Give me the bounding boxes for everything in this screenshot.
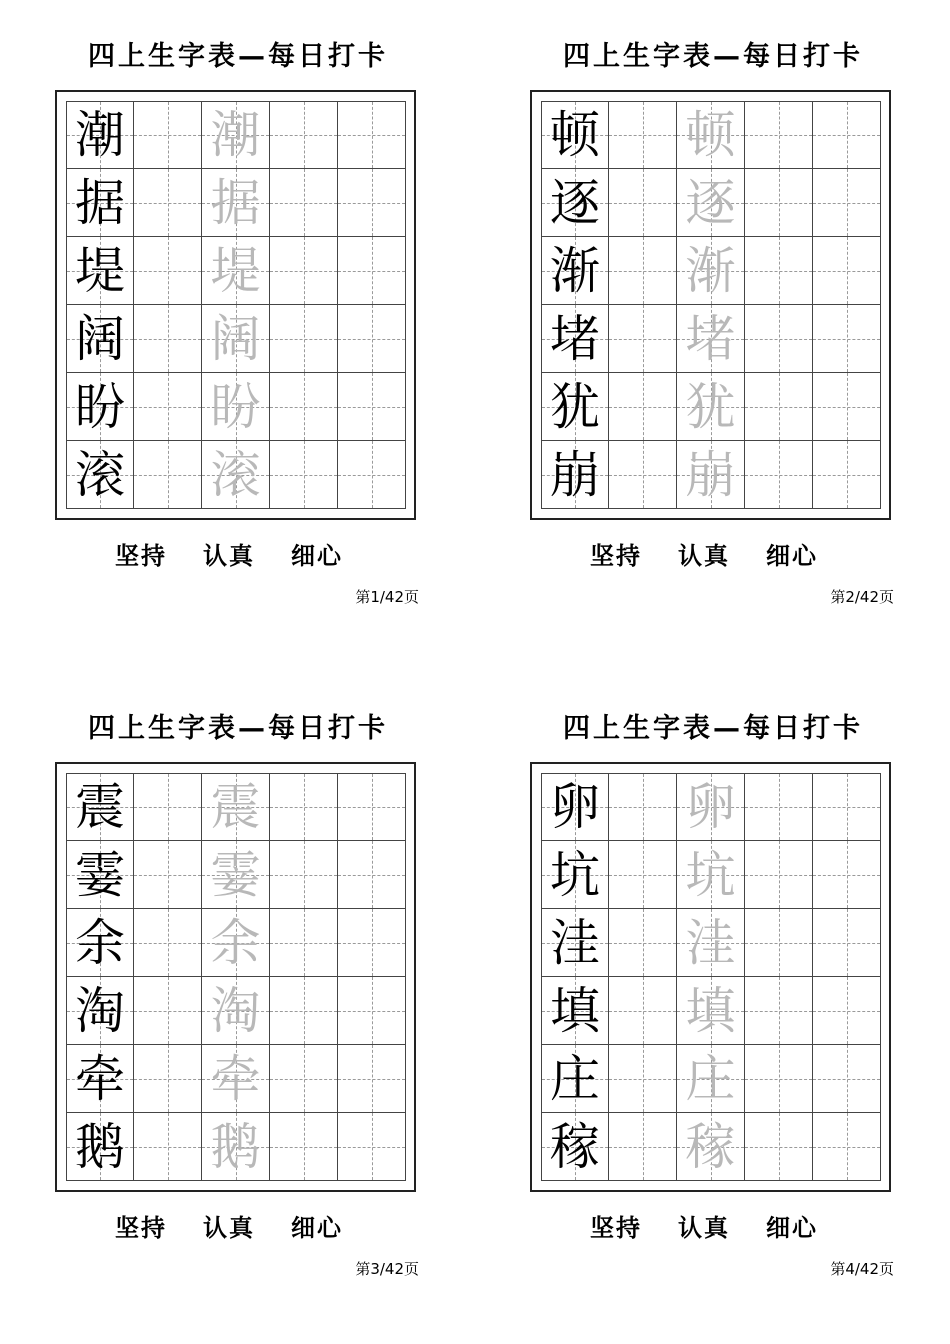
grid-cell[interactable] xyxy=(270,977,338,1045)
model-character: 霎 xyxy=(75,845,125,904)
grid-cell[interactable] xyxy=(270,1113,338,1181)
grid-cell[interactable] xyxy=(813,977,881,1045)
grid-cell[interactable] xyxy=(813,909,881,977)
model-character: 据 xyxy=(75,173,125,232)
worksheet-1 xyxy=(55,0,421,606)
trace-character: 填 xyxy=(685,981,736,1040)
motto-word: 坚持 xyxy=(590,542,642,570)
model-character: 卵 xyxy=(550,778,600,836)
writing-grid-frame xyxy=(530,762,891,1192)
motto-word: 细心 xyxy=(291,542,343,570)
model-character: 震 xyxy=(75,778,125,836)
grid-cell[interactable] xyxy=(541,305,609,373)
grid-cell[interactable] xyxy=(745,841,813,909)
motto xyxy=(590,1208,854,1243)
grid-cell[interactable] xyxy=(813,441,881,509)
sheet-title: 四上生字表—每日打卡 xyxy=(88,41,388,72)
grid-cell[interactable] xyxy=(202,1113,270,1181)
sheet-title: 四上生字表—每日打卡 xyxy=(563,713,863,744)
model-character: 余 xyxy=(75,913,125,972)
writing-grid xyxy=(66,101,406,509)
grid-cell[interactable] xyxy=(677,977,745,1045)
grid-cell[interactable] xyxy=(813,1045,881,1113)
model-character: 牵 xyxy=(75,1049,125,1108)
grid-cell[interactable] xyxy=(813,1113,881,1181)
grid-cell[interactable] xyxy=(813,841,881,909)
motto-word: 坚持 xyxy=(115,542,167,570)
grid-cell[interactable] xyxy=(541,773,609,841)
model-character: 渐 xyxy=(550,241,600,300)
grid-cell[interactable] xyxy=(745,1045,813,1113)
grid-cell[interactable] xyxy=(541,373,609,441)
grid-cell[interactable] xyxy=(134,841,202,909)
grid-cell[interactable] xyxy=(338,101,406,169)
grid-cell[interactable] xyxy=(745,237,813,305)
trace-character: 盼 xyxy=(210,377,261,436)
grid-cell[interactable] xyxy=(134,1113,202,1181)
model-character: 堤 xyxy=(75,241,125,300)
grid-cell[interactable] xyxy=(134,909,202,977)
model-character: 逐 xyxy=(550,173,600,232)
grid-cell[interactable] xyxy=(677,101,745,169)
motto-word: 坚持 xyxy=(115,1214,167,1242)
grid-cell[interactable] xyxy=(813,101,881,169)
motto xyxy=(590,536,854,571)
trace-character: 洼 xyxy=(685,913,736,972)
trace-character: 淘 xyxy=(210,981,261,1040)
grid-cell[interactable] xyxy=(541,977,609,1045)
grid-cell[interactable] xyxy=(541,841,609,909)
grid-cell[interactable] xyxy=(609,977,677,1045)
trace-character: 崩 xyxy=(685,445,736,504)
motto xyxy=(115,1208,379,1243)
grid-cell[interactable] xyxy=(745,373,813,441)
grid-cell[interactable] xyxy=(270,441,338,509)
grid-cell[interactable] xyxy=(66,305,134,373)
grid-cell[interactable] xyxy=(134,1045,202,1113)
grid-cell[interactable] xyxy=(609,169,677,237)
worksheet-3 xyxy=(55,672,421,1278)
page-number: 第4/42页 xyxy=(830,1260,894,1278)
trace-character: 据 xyxy=(210,173,261,232)
model-character: 填 xyxy=(550,981,600,1040)
grid-cell[interactable] xyxy=(66,909,134,977)
motto-word: 细心 xyxy=(766,1214,818,1242)
trace-character: 犹 xyxy=(685,377,736,436)
grid-cell[interactable] xyxy=(338,373,406,441)
grid-cell[interactable] xyxy=(338,1045,406,1113)
grid-cell[interactable] xyxy=(134,169,202,237)
writing-grid-frame xyxy=(530,90,891,520)
grid-cell[interactable] xyxy=(202,237,270,305)
grid-cell[interactable] xyxy=(813,305,881,373)
trace-character: 余 xyxy=(210,913,261,972)
grid-cell[interactable] xyxy=(609,1045,677,1113)
grid-cell[interactable] xyxy=(745,909,813,977)
grid-cell[interactable] xyxy=(270,169,338,237)
grid-cell[interactable] xyxy=(745,101,813,169)
sheet-title: 四上生字表—每日打卡 xyxy=(563,41,863,72)
motto-word: 细心 xyxy=(291,1214,343,1242)
grid-cell[interactable] xyxy=(66,977,134,1045)
grid-cell[interactable] xyxy=(745,773,813,841)
grid-cell[interactable] xyxy=(202,101,270,169)
writing-grid xyxy=(541,101,881,509)
grid-cell[interactable] xyxy=(677,373,745,441)
grid-cell[interactable] xyxy=(677,441,745,509)
grid-cell[interactable] xyxy=(541,101,609,169)
trace-character: 堤 xyxy=(210,241,261,300)
motto-word: 细心 xyxy=(766,542,818,570)
grid-cell[interactable] xyxy=(677,305,745,373)
grid-cell[interactable] xyxy=(202,1045,270,1113)
page-number: 第2/42页 xyxy=(830,588,894,606)
grid-cell[interactable] xyxy=(338,305,406,373)
grid-cell[interactable] xyxy=(338,773,406,841)
trace-character: 潮 xyxy=(210,106,261,164)
grid-cell[interactable] xyxy=(134,101,202,169)
model-character: 坑 xyxy=(550,845,600,904)
model-character: 阔 xyxy=(75,309,125,368)
grid-cell[interactable] xyxy=(202,441,270,509)
model-character: 潮 xyxy=(75,106,125,164)
grid-cell[interactable] xyxy=(609,841,677,909)
grid-cell[interactable] xyxy=(66,841,134,909)
grid-cell[interactable] xyxy=(541,237,609,305)
grid-cell[interactable] xyxy=(66,441,134,509)
grid-cell[interactable] xyxy=(541,169,609,237)
model-character: 顿 xyxy=(550,106,600,164)
grid-cell[interactable] xyxy=(202,977,270,1045)
worksheet-4 xyxy=(530,672,896,1278)
trace-character: 稼 xyxy=(685,1117,736,1176)
sheet-title: 四上生字表—每日打卡 xyxy=(88,713,388,744)
model-character: 庄 xyxy=(550,1049,600,1108)
grid-cell[interactable] xyxy=(813,773,881,841)
grid-cell[interactable] xyxy=(134,373,202,441)
trace-character: 渐 xyxy=(685,241,736,300)
grid-cell[interactable] xyxy=(202,841,270,909)
model-character: 洼 xyxy=(550,913,600,972)
trace-character: 鹅 xyxy=(210,1117,261,1176)
trace-character: 庄 xyxy=(685,1049,736,1108)
model-character: 盼 xyxy=(75,377,125,436)
grid-cell[interactable] xyxy=(66,101,134,169)
page-number: 第3/42页 xyxy=(355,1260,419,1278)
trace-character: 滚 xyxy=(210,445,261,504)
grid-cell[interactable] xyxy=(745,169,813,237)
grid-cell[interactable] xyxy=(541,909,609,977)
model-character: 稼 xyxy=(550,1117,600,1176)
grid-cell[interactable] xyxy=(677,1045,745,1113)
grid-cell[interactable] xyxy=(338,237,406,305)
model-character: 崩 xyxy=(550,445,600,504)
grid-cell[interactable] xyxy=(813,237,881,305)
model-character: 鹅 xyxy=(75,1117,125,1176)
grid-cell[interactable] xyxy=(813,169,881,237)
grid-cell[interactable] xyxy=(270,1045,338,1113)
trace-character: 震 xyxy=(210,778,261,836)
worksheet-2 xyxy=(530,0,896,606)
grid-cell[interactable] xyxy=(338,1113,406,1181)
grid-cell[interactable] xyxy=(745,1113,813,1181)
grid-cell[interactable] xyxy=(677,841,745,909)
grid-cell[interactable] xyxy=(202,373,270,441)
writing-grid xyxy=(541,773,881,1181)
grid-cell[interactable] xyxy=(270,373,338,441)
grid-cell[interactable] xyxy=(134,773,202,841)
grid-cell[interactable] xyxy=(541,1113,609,1181)
motto xyxy=(115,536,379,571)
grid-cell[interactable] xyxy=(677,169,745,237)
grid-cell[interactable] xyxy=(609,909,677,977)
grid-cell[interactable] xyxy=(270,305,338,373)
grid-cell[interactable] xyxy=(677,909,745,977)
grid-cell[interactable] xyxy=(609,773,677,841)
grid-cell[interactable] xyxy=(338,169,406,237)
grid-cell[interactable] xyxy=(202,305,270,373)
grid-cell[interactable] xyxy=(677,1113,745,1181)
grid-cell[interactable] xyxy=(66,773,134,841)
grid-cell[interactable] xyxy=(745,977,813,1045)
grid-cell[interactable] xyxy=(338,441,406,509)
writing-grid xyxy=(66,773,406,1181)
grid-cell[interactable] xyxy=(338,841,406,909)
grid-cell[interactable] xyxy=(813,373,881,441)
grid-cell[interactable] xyxy=(609,237,677,305)
grid-cell[interactable] xyxy=(609,373,677,441)
grid-cell[interactable] xyxy=(270,841,338,909)
motto-word: 认真 xyxy=(203,542,255,570)
model-character: 堵 xyxy=(550,309,600,368)
grid-cell[interactable] xyxy=(202,169,270,237)
grid-cell[interactable] xyxy=(66,1113,134,1181)
writing-grid-frame xyxy=(55,90,416,520)
grid-cell[interactable] xyxy=(134,237,202,305)
grid-cell[interactable] xyxy=(541,1045,609,1113)
grid-cell[interactable] xyxy=(609,1113,677,1181)
grid-cell[interactable] xyxy=(66,169,134,237)
grid-cell[interactable] xyxy=(338,977,406,1045)
trace-character: 阔 xyxy=(210,309,261,368)
model-character: 滚 xyxy=(75,445,125,504)
trace-character: 牵 xyxy=(210,1049,261,1108)
grid-cell[interactable] xyxy=(270,101,338,169)
trace-character: 卵 xyxy=(685,778,736,836)
grid-cell[interactable] xyxy=(202,773,270,841)
trace-character: 逐 xyxy=(685,173,736,232)
grid-cell[interactable] xyxy=(745,441,813,509)
grid-cell[interactable] xyxy=(134,305,202,373)
grid-cell[interactable] xyxy=(609,441,677,509)
grid-cell[interactable] xyxy=(66,1045,134,1113)
grid-cell[interactable] xyxy=(677,237,745,305)
trace-character: 霎 xyxy=(210,845,261,904)
trace-character: 坑 xyxy=(685,845,736,904)
trace-character: 顿 xyxy=(685,106,736,164)
grid-cell[interactable] xyxy=(745,305,813,373)
grid-cell[interactable] xyxy=(202,909,270,977)
motto-word: 认真 xyxy=(678,1214,730,1242)
model-character: 淘 xyxy=(75,981,125,1040)
grid-cell[interactable] xyxy=(66,373,134,441)
grid-cell[interactable] xyxy=(609,305,677,373)
grid-cell[interactable] xyxy=(134,441,202,509)
grid-cell[interactable] xyxy=(270,773,338,841)
motto-word: 认真 xyxy=(678,542,730,570)
grid-cell[interactable] xyxy=(66,237,134,305)
grid-cell[interactable] xyxy=(677,773,745,841)
grid-cell[interactable] xyxy=(609,101,677,169)
grid-cell[interactable] xyxy=(270,237,338,305)
model-character: 犹 xyxy=(550,377,600,436)
motto-word: 坚持 xyxy=(590,1214,642,1242)
trace-character: 堵 xyxy=(685,309,736,368)
motto-word: 认真 xyxy=(203,1214,255,1242)
grid-cell[interactable] xyxy=(134,977,202,1045)
grid-cell[interactable] xyxy=(338,909,406,977)
page-number: 第1/42页 xyxy=(355,588,419,606)
grid-cell[interactable] xyxy=(270,909,338,977)
grid-cell[interactable] xyxy=(541,441,609,509)
writing-grid-frame xyxy=(55,762,416,1192)
